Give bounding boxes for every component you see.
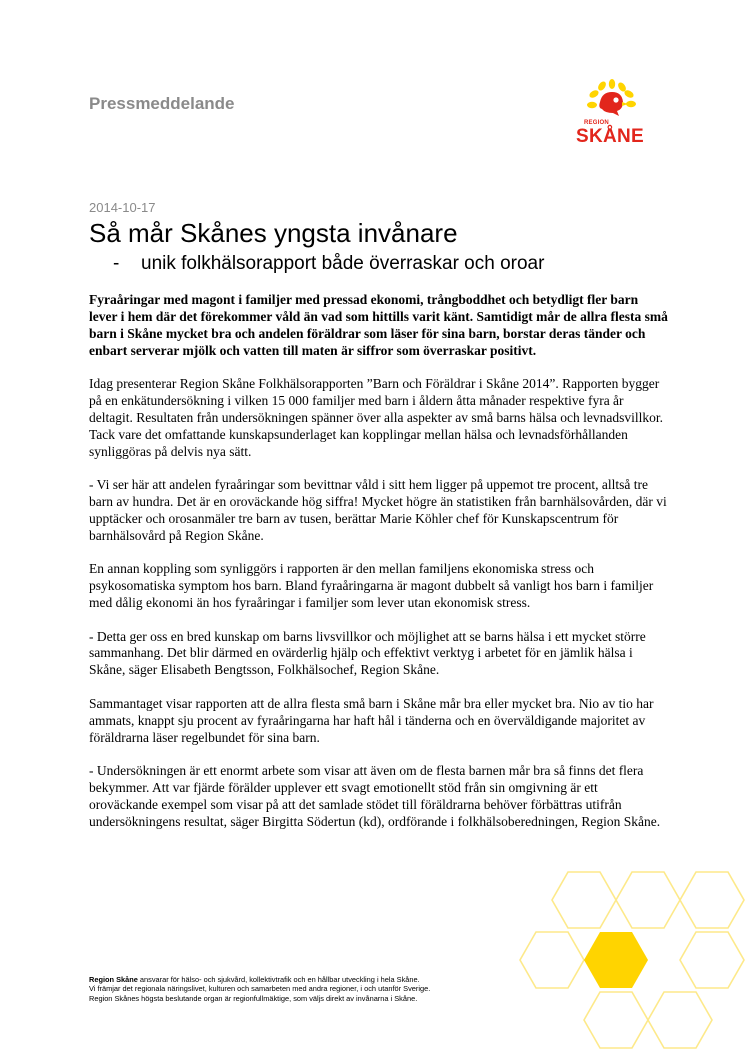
article-subtitle — [113, 253, 544, 275]
body-paragraph: En annan koppling som synliggörs i rapporten är den mellan familjens ekonomiska stress och psykosomatiska symptom hos barn. Bland fyraåringarna är magont dubbelt så vanligt hos barn i familjer med dålig ekonomi än hos fyraåringar i familjer som lever utan ekonomisk stress. — [89, 561, 654, 611]
quote-paragraph: - Undersökningen är ett enormt arbete som visar att även om de flesta barnen mår bra så finns det flera bekymmer. Att var fjärde förälder upplever ett svagt emotionellt stöd från sin omgivning är ett oroväckande exempel som visar på att det samlade stödet till föräldrarna behöver förbättras utifrån undersökningens resultat, säger Birgitta Södertun (kd), ordförande i folkhälsoberedningen, Region Skåne. — [89, 762, 661, 829]
subtitle-text: unik folkhälsorapport både överraskar och oroar — [141, 253, 545, 274]
quote-paragraph: - Vi ser här att andelen fyraåringar som bevittnar våld i sitt hem ligger på uppemot tre procent, alltså tre barn av hundra. Det är en oroväckande hög siffra! Mycket högre än statistiken från barnhälsovården, där vi upptäcker och orosanmäler tre barn av tusen, berättar Marie Köhler chef för Kunskapscentrum för barnhälsovård på Region Skåne. — [89, 477, 667, 543]
griffin-icon — [572, 78, 662, 124]
article-title: Så mår Skånes yngsta invånare — [89, 218, 458, 248]
body-paragraph: Sammantaget visar rapporten att de allra flesta små barn i Skåne mår bra eller mycket bra. Nio av tio har ammats, knappt sju procent av fyraåringarna har haft hål i tänderna och en överväldigande majoritet av föräldrarna läser regelbundet för sina barn. — [89, 695, 654, 745]
footer-line-1-text: ansvarar för hälso- och sjukvård, kollektivtrafik och en hållbar utveckling i hela Skåne. — [137, 975, 420, 984]
region-skane-logo — [572, 78, 662, 148]
hexagon-pattern-decoration — [500, 870, 746, 1056]
footer-line-2: Vi främjar det regionala näringslivet, kulturen och samarbeten med andra regioner, i och utanför Sverige. — [89, 984, 431, 994]
subtitle-dash: - — [113, 253, 120, 274]
logo-skane-text: SKÅNE — [576, 126, 645, 147]
footer-org-name: Region Skåne — [89, 975, 138, 984]
article-body — [89, 292, 669, 847]
body-paragraph: Idag presenterar Region Skåne Folkhälsorapporten ”Barn och Föräldrar i Skåne 2014”. Rapporten bygger på en enkätundersökning i vilken 15 000 familjer med barn i åldern åtta månader respektive fyra år deltagit. Resultaten från undersökningen spänner över alla aspekter av små barns hälsa och levnadsvillkor. Tack vare det omfattande kunskapsunderlaget kan kopplingar mellan hälsa och levnadsförhållanden synliggöras på delvis nya sätt. — [89, 376, 663, 459]
document-type-heading: Pressmeddelande — [89, 94, 235, 113]
logo-region-text: REGION — [584, 120, 609, 126]
footer-line-1 — [89, 975, 549, 984]
lead-paragraph: Fyraåringar med magont i familjer med pressad ekonomi, trångboddhet och betydligt fler barn lever i hem där det förekommer våld än vad som hittills varit känt. Samtidigt mår de allra flesta små barn i Skåne mycket bra och andelen föräldrar som läser för sina barn, borstar deras tänder och enbart serverar mjölk och vatten till maten är siffror som överraskar positivt. — [89, 292, 668, 358]
footer-about — [89, 975, 549, 1003]
quote-paragraph: - Detta ger oss en bred kunskap om barns livsvillkor och möjlighet att se barns hälsa i ett mycket större sammanhang. Det blir därmed en ovärderlig hjälp och effektivt verktyg i arbetet för en jämlik hälsa i Skåne, säger Elisabeth Bengtsson, Folkhälsochef, Region Skåne. — [89, 628, 646, 678]
footer-line-3: Region Skånes högsta beslutande organ är regionfullmäktige, som väljs direkt av invånarna i Skåne. — [89, 993, 418, 1003]
publish-date: 2014-10-17 — [89, 200, 156, 215]
